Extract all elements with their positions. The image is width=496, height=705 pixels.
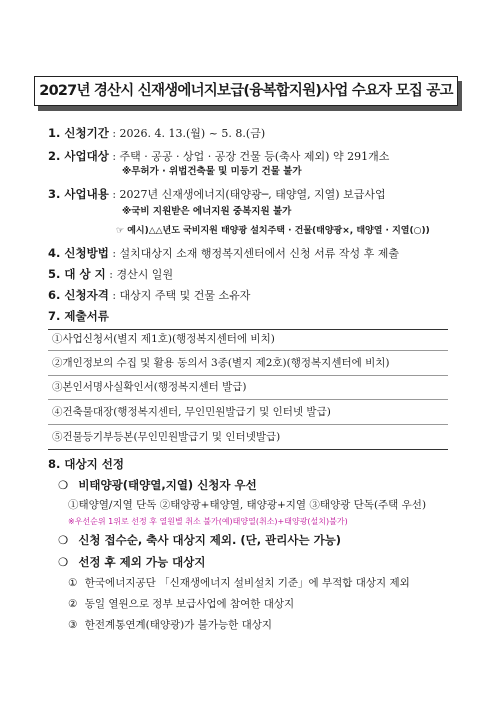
divider — [48, 375, 448, 376]
divider — [48, 350, 448, 351]
item-value: 경산시 일원 — [116, 268, 174, 281]
item-note: ※국비 지원받은 에너지원 중복지원 불가 — [122, 206, 292, 217]
section8-sub3 — [58, 555, 205, 569]
bullet-icon: ❍ — [58, 533, 69, 547]
section8-sub2 — [58, 533, 341, 547]
item-label: 5. 대 상 지 — [48, 267, 106, 281]
divider — [48, 329, 448, 330]
document-item: ③본인서명사실확인서(행정복지센터 발급) — [52, 381, 247, 393]
item-value: 2026. 4. 13.(월) ~ 5. 8.(금) — [119, 127, 266, 140]
item-note: ☞ 예시)△△년도 국비지원 태양광 설치주택 · 건물(태양광×, 태양열 · 지열(○)) — [116, 226, 430, 236]
divider — [48, 424, 448, 425]
divider — [48, 399, 448, 400]
item-period: 1. 신청기간 : 2026. 4. 13.(월) ~ 5. 8.(금) — [48, 126, 266, 140]
divider — [48, 449, 448, 450]
title-box — [34, 76, 458, 106]
item-label: 2. 사업대상 — [48, 149, 109, 163]
section8-heading: 8. 대상지 선정 — [48, 457, 124, 471]
sub-heading: 신청 접수순, 축사 대상지 제외. (단, 관리사는 가능) — [78, 533, 342, 547]
item-documents — [48, 309, 109, 324]
item-label: 7. 제출서류 — [48, 309, 109, 323]
document-item: ②개인정보의 수집 및 활용 동의서 3종(별지 제2호)(행정복지센터에 비치) — [52, 357, 390, 369]
item-note: ※무허가 · 위법건축물 및 미등기 건물 불가 — [122, 166, 302, 177]
sub-heading: 선정 후 제외 가능 대상지 — [78, 555, 206, 569]
item-target: 2. 사업대상 : 주택 · 공공 · 상업 · 공장 건물 등(축사 제외) 약 291개소 — [48, 149, 390, 163]
item-value: 2027년 신재생에너지(태양광─, 태양열, 지열) 보급사업 — [119, 188, 386, 201]
sub-heading: 비태양광(태양열,지열) 신청자 우선 — [78, 478, 257, 492]
exclusion-item: ① 한국에너지공단 「신재생에너지 설비설치 기준」에 부적합 대상지 제외 — [68, 577, 410, 589]
bullet-icon: ❍ — [58, 555, 69, 569]
document-item: ⑤건물등기부등본(무인민원발급기 및 인터넷발급) — [52, 431, 281, 443]
section8-sub1 — [58, 478, 257, 492]
exclusion-item: ③ 한전계통연계(태양광)가 불가능한 대상지 — [68, 619, 273, 631]
item-value: 설치대상지 소재 행정복지센터에서 신청 서류 작성 후 제출 — [119, 247, 400, 260]
item-content: 3. 사업내용 : 2027년 신재생에너지(태양광─, 태양열, 지열) 보급사업 — [48, 187, 386, 201]
item-value: 대상지 주택 및 건물 소유자 — [119, 289, 251, 302]
bullet-icon: ❍ — [58, 478, 69, 492]
item-location: 5. 대 상 지 : 경산시 일원 — [48, 267, 174, 281]
exclusion-item: ② 동일 열원으로 정부 보급사업에 참여한 대상지 — [68, 598, 295, 610]
item-method: 4. 신청방법 : 설치대상지 소재 행정복지센터에서 신청 서류 작성 후 제출 — [48, 246, 400, 260]
item-value: 주택 · 공공 · 상업 · 공장 건물 등(축사 제외) 약 291개소 — [119, 150, 390, 163]
item-label: 3. 사업내용 — [48, 187, 109, 201]
item-label: 6. 신청자격 — [48, 288, 109, 302]
document-item: ④건축물대장(행정복지센터, 무인민원발급기 및 인터넷 발급) — [52, 406, 331, 418]
document-item: ①사업신청서(별지 제1호)(행정복지센터에 비치) — [52, 333, 275, 345]
item-eligibility: 6. 신청자격 : 대상지 주택 및 건물 소유자 — [48, 288, 251, 302]
page-title: 2027년 경산시 신재생에너지보급(융복합지원)사업 수요자 모집 공고 — [39, 83, 453, 99]
priority-note: ※우선순위 1위로 선정 후 열원별 취소 불가(예)태양열(취소)+태양광(설치)불가) — [68, 517, 348, 526]
item-label: 1. 신청기간 — [48, 126, 109, 140]
item-label: 4. 신청방법 — [48, 246, 109, 260]
priority-options: ①태양열/지열 단독 ②태양광+태양열, 태양광+지열 ③태양광 단독(주택 우선) — [68, 499, 427, 511]
